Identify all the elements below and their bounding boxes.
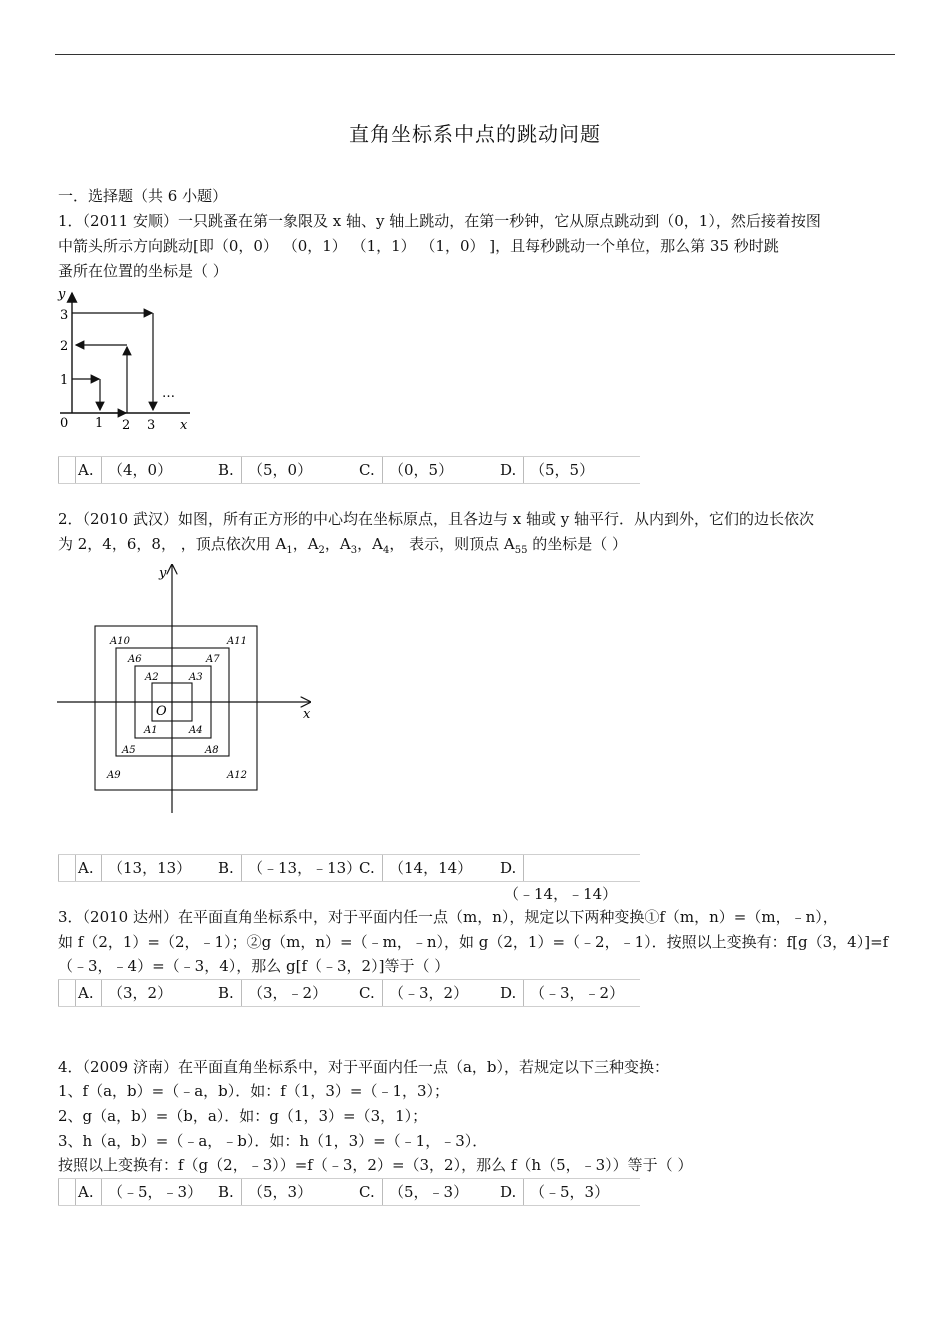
q2-option-c[interactable]: C. （14，14） bbox=[357, 855, 472, 881]
q3-line-3: （﹣3，﹣4）=（﹣3，4），那么 g[f（﹣3，2）]等于（ ） bbox=[58, 957, 450, 975]
q2-vertex-a10: A10 bbox=[110, 636, 130, 647]
q2-vertex-a3: A3 bbox=[189, 672, 203, 683]
q1-ellipsis: … bbox=[162, 386, 175, 401]
header-rule bbox=[55, 54, 895, 55]
q4-line-4: 3、h（a，b）=（﹣a，﹣b）．如：h（1，3）=（﹣1，﹣3）． bbox=[58, 1132, 488, 1150]
q1-y-tick-1: 1 bbox=[60, 373, 69, 388]
q4-line-3: 2、g（a，b）=（b，a）．如：g（1，3）=（3，1）； bbox=[58, 1107, 428, 1125]
q2-vertex-a11: A11 bbox=[227, 636, 247, 647]
q4-option-a[interactable]: A. （﹣5，﹣3） bbox=[76, 1179, 202, 1205]
q4-option-d[interactable]: D. （﹣5，3） bbox=[498, 1179, 609, 1205]
q1-x-tick-3: 3 bbox=[147, 418, 156, 433]
q2-figure bbox=[55, 560, 325, 816]
q1-origin-label: 0 bbox=[60, 416, 69, 431]
q2-vertex-a5: A5 bbox=[122, 745, 136, 756]
q2-line-2: 为 2，4，6，8， ，顶点依次用 $A_1$，$A_2$，$A_3$，$A_4$， 表示，则顶点 $A_{55}$ 的坐标是（ ） bbox=[58, 535, 627, 556]
q2-origin-label: O bbox=[156, 704, 167, 719]
q2-options bbox=[58, 854, 640, 903]
q2-vertex-a2: A2 bbox=[145, 672, 159, 683]
q2-y-axis-label: y bbox=[159, 566, 167, 581]
q1-options bbox=[58, 456, 640, 484]
q1-line-3: 蚤所在位置的坐标是（ ） bbox=[58, 262, 228, 280]
q1-x-tick-2: 2 bbox=[122, 418, 131, 433]
q3-option-c[interactable]: C. （﹣3，2） bbox=[357, 980, 468, 1006]
q2-x-axis-label: x bbox=[303, 707, 311, 722]
q1-x-axis-label: x bbox=[180, 418, 188, 433]
q2-vertex-a1: A1 bbox=[144, 725, 158, 736]
q1-line-2: 中箭头所示方向跳动[即（0，0） （0，1） （1，1） （1，0） ]，且每秒跳动一个单位，那么第 35 秒时跳 bbox=[58, 237, 779, 255]
q4-line-5: 按照以上变换有：f（g（2，﹣3））=f（﹣3，2）=（3，2），那么 f（h（5，﹣3））等于（ ） bbox=[58, 1156, 693, 1174]
q4-options bbox=[58, 1178, 640, 1206]
q3-line-2: 如 f（2，1）=（2，﹣1）；②g（m，n）=（﹣m，﹣n），如 g（2，1）=（﹣2，﹣1）．按照以上变换有：f[g（3，4）]=f bbox=[58, 933, 889, 951]
q1-option-b[interactable]: B. （5，0） bbox=[216, 457, 312, 483]
q3-option-a[interactable]: A. （3，2） bbox=[76, 980, 172, 1006]
q2-option-d[interactable]: D.（﹣14，﹣14） bbox=[498, 855, 640, 881]
q2-vertex-a6: A6 bbox=[128, 654, 142, 665]
q1-x-tick-1: 1 bbox=[95, 416, 104, 431]
q2-vertex-a9: A9 bbox=[107, 770, 121, 781]
q3-option-d[interactable]: D. （﹣3，﹣2） bbox=[498, 980, 624, 1006]
q1-option-c[interactable]: C. （0，5） bbox=[357, 457, 453, 483]
q1-y-tick-3: 3 bbox=[60, 308, 69, 323]
q2-vertex-a12: A12 bbox=[227, 770, 247, 781]
q1-y-axis-label: y bbox=[58, 287, 66, 302]
q1-y-tick-2: 2 bbox=[60, 339, 69, 354]
q1-figure bbox=[55, 283, 200, 438]
page-title: 直角坐标系中点的跳动问题 bbox=[349, 122, 601, 146]
q2-option-a[interactable]: A. （13，13） bbox=[76, 855, 191, 881]
q1-option-a[interactable]: A. （4，0） bbox=[76, 457, 172, 483]
q4-line-2: 1、f（a，b）=（﹣a，b）．如：f（1，3）=（﹣1，3）； bbox=[58, 1082, 450, 1100]
q2-line-1: 2．（2010 武汉）如图，所有正方形的中心均在坐标原点，且各边与 x 轴或 y 轴平行．从内到外，它们的边长依次 bbox=[58, 510, 814, 528]
q2-option-b[interactable]: B. （﹣13，﹣13） bbox=[216, 855, 361, 881]
q3-options bbox=[58, 979, 640, 1007]
q3-option-b[interactable]: B. （3，﹣2） bbox=[216, 980, 327, 1006]
q1-option-d[interactable]: D. （5，5） bbox=[498, 457, 594, 483]
q1-line-1: 1．（2011 安顺）一只跳蚤在第一象限及 x 轴、y 轴上跳动，在第一秒钟，它从原点跳动到（0，1），然后接着按图 bbox=[58, 212, 821, 230]
q2-vertex-a7: A7 bbox=[206, 654, 220, 665]
section-heading: 一．选择题（共 6 小题） bbox=[58, 187, 228, 205]
q2-vertex-a8: A8 bbox=[205, 745, 219, 756]
q2-vertex-a4: A4 bbox=[189, 725, 203, 736]
q4-option-b[interactable]: B. （5，3） bbox=[216, 1179, 312, 1205]
q3-line-1: 3．（2010 达州）在平面直角坐标系中，对于平面内任一点（m，n），规定以下两种变换①f（m，n）=（m，﹣n）， bbox=[58, 908, 838, 926]
q4-option-c[interactable]: C. （5，﹣3） bbox=[357, 1179, 468, 1205]
q4-line-1: 4．（2009 济南）在平面直角坐标系中，对于平面内任一点（a，b），若规定以下三种变换： bbox=[58, 1058, 670, 1076]
